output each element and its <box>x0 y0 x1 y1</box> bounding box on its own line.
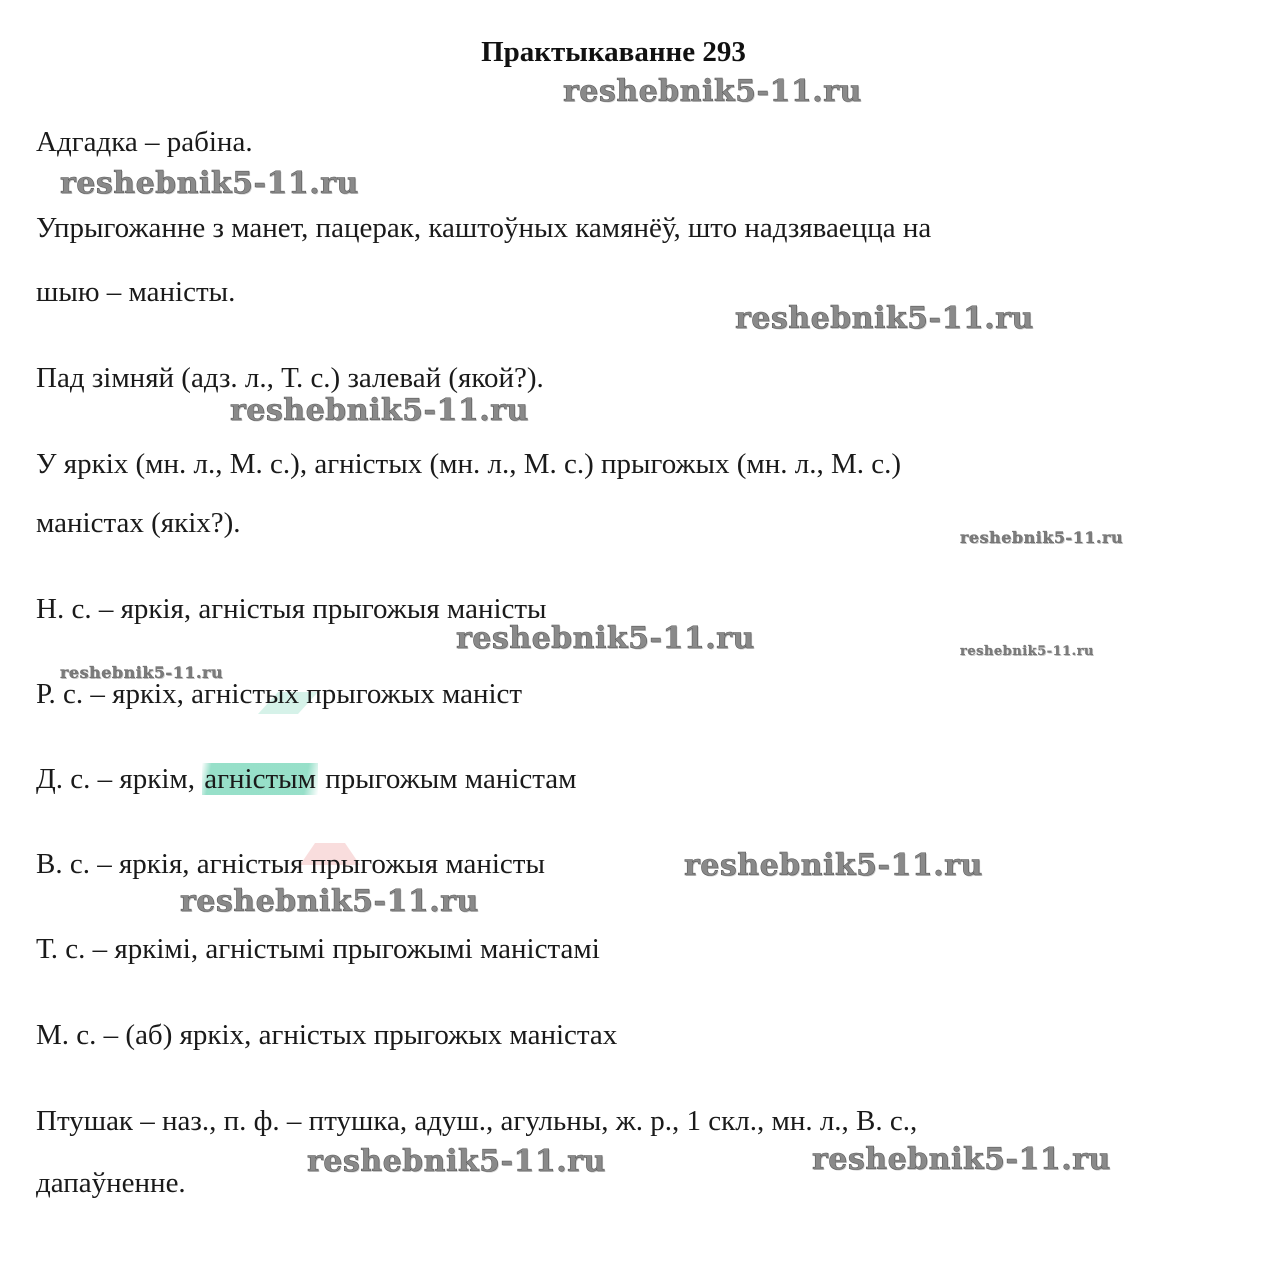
parsing-line: дапаўненне. <box>36 1167 186 1199</box>
watermark: reshebnik5-11.ru <box>60 663 224 682</box>
watermark: reshebnik5-11.ru <box>563 74 862 109</box>
watermark: reshebnik5-11.ru <box>684 848 983 883</box>
case-dative-end: прыгожым маністам <box>325 763 577 795</box>
watermark: reshebnik5-11.ru <box>735 301 1034 336</box>
analysis-line: Пад зімняй (адз. л., Т. с.) залевай (якой?). <box>36 362 544 394</box>
watermark: reshebnik5-11.ru <box>960 644 1095 659</box>
definition-line: шыю – маністы. <box>36 276 236 308</box>
parsing-line: Птушак – наз., п. ф. – птушка, адуш., агульны, ж. р., 1 скл., мн. л., В. с., <box>36 1105 918 1137</box>
case-nominative: Н. с. – яркія, агністыя прыгожыя маністы <box>36 593 547 625</box>
watermark: reshebnik5-11.ru <box>456 621 755 656</box>
case-instrumental: Т. с. – яркімі, агністымі прыгожымі маністамі <box>36 933 600 965</box>
watermark: reshebnik5-11.ru <box>180 884 479 919</box>
watermark: reshebnik5-11.ru <box>307 1144 606 1179</box>
watermark: reshebnik5-11.ru <box>60 166 359 201</box>
analysis-line: маністах (якіх?). <box>36 507 241 539</box>
case-genitive: Р. с. – яркіх, агністых прыгожых маніст <box>36 678 523 710</box>
case-dative <box>36 763 577 796</box>
case-dative-start: Д. с. – яркім, <box>36 763 195 795</box>
definition-line: Упрыгожанне з манет, пацерак, каштоўных камянёў, што надзяваецца на <box>36 212 932 244</box>
case-locative: М. с. – (аб) яркіх, агністых прыгожых маністах <box>36 1019 618 1051</box>
watermark: reshebnik5-11.ru <box>960 528 1124 547</box>
analysis-line: У яркіх (мн. л., М. с.), агністых (мн. л., М. с.) прыгожых (мн. л., М. с.) <box>36 448 902 480</box>
highlighted-word: агністым <box>204 763 316 795</box>
watermark: reshebnik5-11.ru <box>812 1142 1111 1177</box>
case-accusative: В. с. – яркія, агністыя прыгожыя маністы <box>36 848 545 880</box>
answer-line: Адгадка – рабіна. <box>36 126 253 158</box>
page-title: Практыкаванне 293 <box>481 36 746 68</box>
watermark: reshebnik5-11.ru <box>230 393 529 428</box>
